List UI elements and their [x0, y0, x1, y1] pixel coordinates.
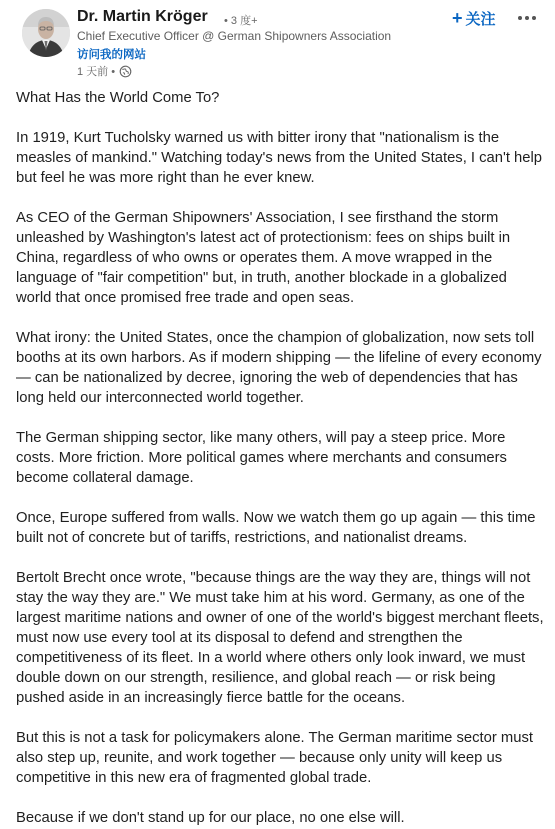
post-paragraph: The German shipping sector, like many others, will pay a steep price. More costs. More friction. More political games where merchants and consumers become collateral damage. [16, 430, 507, 486]
globe-icon [119, 65, 132, 78]
post-header [0, 0, 555, 84]
post-title: What Has the World Come To? [16, 90, 220, 106]
post-meta [77, 63, 132, 79]
post-paragraph: Bertolt Brecht once wrote, "because things are the way they are, things will not stay the way they are." We must take him at his word. Germany, as one of the largest maritime nations and owner of one of the world's biggest merchant fleets, must now use every tool at its disposal to defend and strengthen the competitiveness of its fleet. In a world where others only look inward, we must double down on our strength, resilience, and global reach — or risk being pushed aside in an increasingly fierce battle for the oceans. [16, 570, 544, 706]
post-paragraph: In 1919, Kurt Tucholsky warned us with bitter irony that "nationalism is the measles of mankind." Watching today's news from the United States, I can't help but feel he was more right than he ever knew. [16, 130, 543, 186]
author-headline: Chief Executive Officer @ German Shipowners Association [77, 29, 392, 43]
author-name[interactable]: Dr. Martin Kröger [77, 8, 208, 25]
post-body [16, 88, 546, 829]
more-options-button[interactable] [515, 8, 539, 28]
plus-icon: + [452, 8, 463, 28]
post-paragraph: What irony: the United States, once the champion of globalization, now sets toll booths at its own harbors. As if modern shipping — the lifeline of every economy — can be nationalized by decree, ignoring the web of dependencies that has long held our interconnected world together. [16, 330, 542, 406]
connection-degree: • 3 度+ [224, 15, 258, 27]
visit-website-link[interactable]: 访问我的网站 [77, 49, 146, 61]
avatar[interactable] [22, 9, 70, 57]
post-paragraph: Once, Europe suffered from walls. Now we watch them go up again — this time built not of concrete but of tariffs, restrictions, and nationalist dreams. [16, 510, 536, 546]
post-paragraph: As CEO of the German Shipowners' Association, I see firsthand the storm unleashed by Washington's latest act of protectionism: fees on ships built in China, regardless of who owns or operates them. A move wrapped in the language of "fair competition" but, in truth, another blockade in a globalized world that once promised free trade and open seas. [16, 210, 511, 306]
timestamp: 1 天前 • [77, 66, 116, 78]
ellipsis-icon [515, 8, 539, 28]
post-paragraph: But this is not a task for policymakers alone. The German maritime sector must also step up, reunite, and work together — because only unity will keep us competitive in this new era of fragmented global trade. [16, 730, 533, 786]
post-paragraph: Because if we don't stand up for our place, no one else will. [16, 810, 405, 826]
follow-button[interactable] [446, 6, 502, 30]
avatar-photo [22, 9, 70, 57]
follow-label: 关注 [465, 10, 496, 28]
